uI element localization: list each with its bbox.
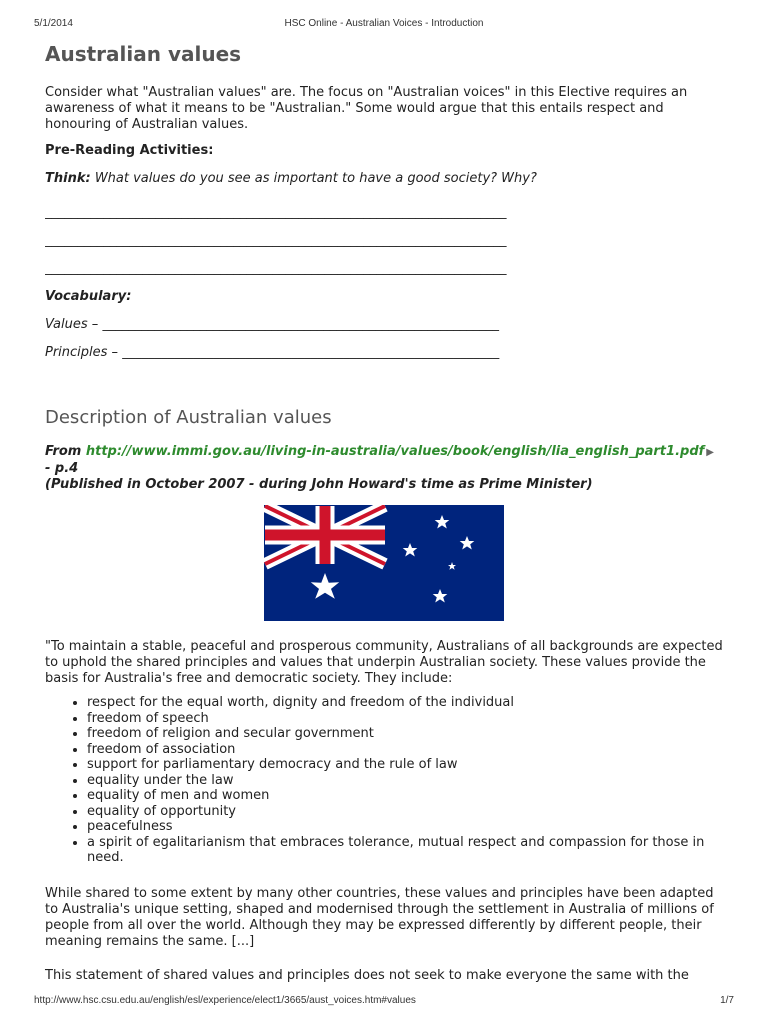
pre-reading-heading: Pre-Reading Activities:	[45, 143, 214, 158]
union-jack	[265, 506, 385, 564]
flag-image	[264, 505, 504, 621]
source-prefix: From	[45, 444, 82, 459]
answer-line: _______________________________________________________________________	[45, 233, 507, 248]
shared-values-paragraph: While shared to some extent by many other countries, these values and principles have been adapted to Australia's unique setting, shaped and modernised through the settlement in Australia of millions of people from all over the world. Although they may be expressed differently by different people, their meaning remains the same. [...]	[45, 885, 714, 949]
quote-intro: "To maintain a stable, peaceful and prosperous community, Australians of all backgrounds are expected to uphold the shared principles and values that underpin Australian society. These values provide the basis for Australia's free and democratic society. They include:	[45, 639, 723, 686]
list-item: • equality of opportunity	[87, 804, 725, 820]
list-item: • peacefulness	[87, 819, 725, 835]
answer-line: _______________________________________________________________________	[45, 261, 507, 276]
vocabulary-heading: Vocabulary:	[45, 289, 132, 304]
values-list	[45, 695, 725, 866]
vocab-values-row	[45, 317, 725, 333]
list-item: • equality under the law	[87, 773, 725, 789]
source-link[interactable]: http://www.immi.gov.au/living-in-australia/values/book/english/lia_english_part1.pdf	[85, 444, 705, 459]
list-item: • a spirit of egalitarianism that embraces tolerance, mutual respect and compassion for those in need.	[87, 835, 725, 866]
vocab-values-label: Values –	[45, 317, 99, 332]
list-item: • support for parliamentary democracy and the rule of law	[87, 757, 725, 773]
description-title: Description of Australian values	[45, 407, 332, 428]
print-url: http://www.hsc.csu.edu.au/english/esl/experience/elect1/3665/aust_voices.htm#values	[34, 995, 416, 1006]
think-question: What values do you see as important to have a good society? Why?	[94, 171, 537, 186]
list-item: • respect for the equal worth, dignity and freedom of the individual	[87, 695, 725, 711]
vocab-principles-row	[45, 345, 725, 361]
vocab-principles-label: Principles –	[45, 345, 119, 360]
page-number: 1/7	[720, 995, 734, 1006]
vocab-principles-line: __________________________________________________________	[122, 345, 500, 360]
page-content	[45, 40, 725, 984]
list-item: • freedom of association	[87, 742, 725, 758]
section-title: Australian values	[45, 42, 242, 66]
source-page-ref: - p.4	[45, 461, 79, 476]
print-date: 5/1/2014	[34, 18, 73, 29]
think-prompt	[45, 171, 725, 187]
list-item: • equality of men and women	[87, 788, 725, 804]
think-label: Think:	[45, 171, 91, 186]
external-link-icon[interactable]: ▶	[706, 447, 714, 458]
answer-line: _______________________________________________________________________	[45, 205, 507, 220]
intro-paragraph: Consider what "Australian values" are. The focus on "Australian voices" in this Elective requires an awareness of what it means to be "Australian." Some would argue that this entails respect and honouring of Australian values.	[45, 85, 688, 132]
source-citation	[45, 444, 725, 493]
list-item: • freedom of religion and secular government	[87, 726, 725, 742]
australian-flag-icon	[264, 505, 504, 621]
description-section	[45, 406, 725, 984]
statement-paragraph: This statement of shared values and principles does not seek to make everyone the same with the	[45, 967, 689, 983]
vocab-values-line: _____________________________________________________________	[102, 317, 499, 332]
print-title: HSC Online - Australian Voices - Introduction	[284, 18, 484, 29]
published-note: (Published in October 2007 - during John Howard's time as Prime Minister)	[45, 477, 593, 492]
list-item: • freedom of speech	[87, 711, 725, 727]
